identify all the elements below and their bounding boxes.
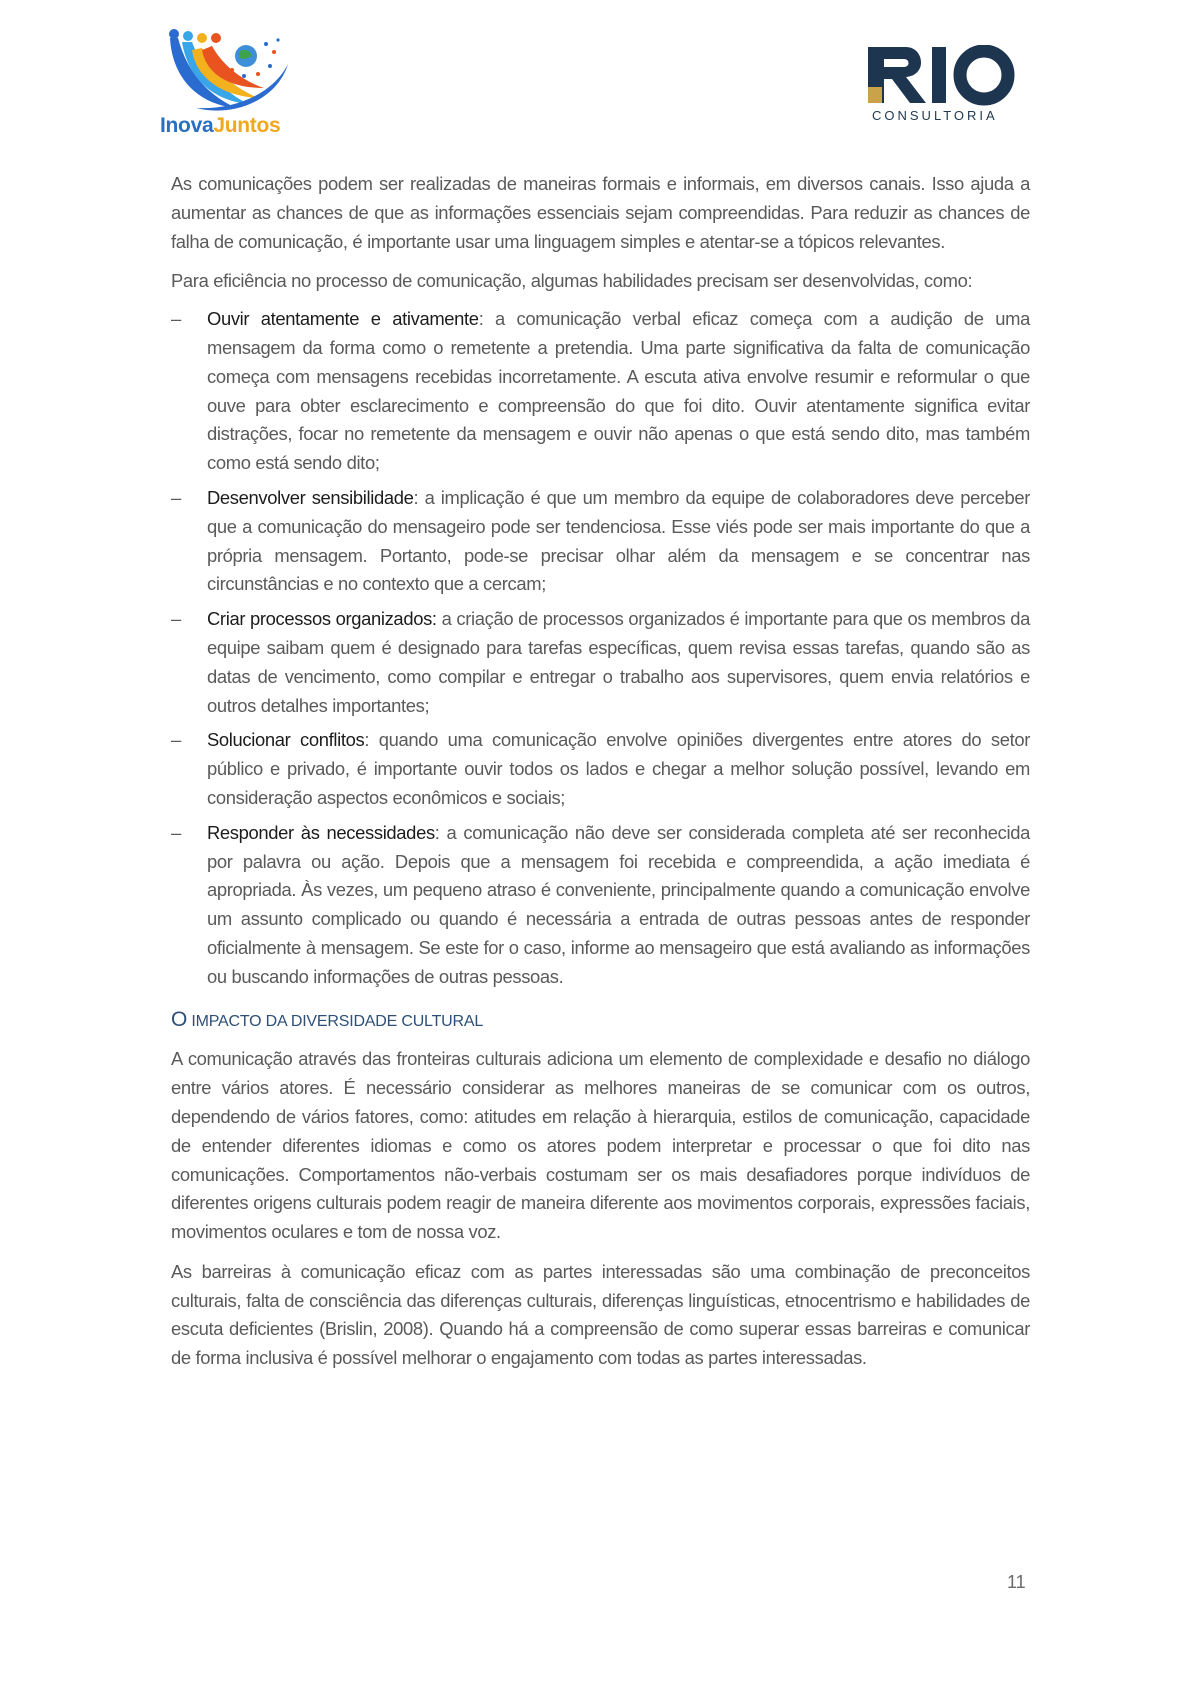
paragraph: As comunicações podem ser realizadas de maneiras formais e informais, em diversos canais. Isso ajuda a aumentar as chances de que as informações essenciais sejam compreendidas. Para reduzir as chances de falha de comunicação, é importante usar uma linguagem simples e atentar-se a tópicos relevantes. xyxy=(171,173,1030,252)
list-item-text: : a implicação é que um membro da equipe de colaboradores deve perceber que a comunicação do mensageiro pode ser tendenciosa. Esse viés pode ser mais importante do que a própria mensagem. Portanto, pode-se precisar olhar além da mensagem e se concentrar nas circunstâncias e no contexto que a cercam; xyxy=(207,486,1030,595)
page-number: 11 xyxy=(1007,1572,1026,1592)
heading-rest: IMPACTO DA DIVERSIDADE CULTURAL xyxy=(187,1012,484,1030)
list-item xyxy=(171,726,1030,812)
list-item-term: Desenvolver sensibilidade xyxy=(207,486,414,508)
dash-bullet: – xyxy=(171,821,181,843)
skills-list xyxy=(171,305,1030,991)
list-item-term: Ouvir atentamente e ativamente xyxy=(207,308,479,330)
inovajuntos-emblem-icon xyxy=(166,26,294,116)
list-item-term: Responder às necessidades xyxy=(207,821,435,843)
paragraph: As barreiras à comunicação eficaz com as partes interessadas são uma combinação de preconceitos culturais, falta de consciência das diferenças culturais, diferenças linguísticas, etnocentrismo e habilidades de escuta deficientes (Brislin, 2008). Quando há a compreensão de como superar essas barreiras e comunicar de forma inclusiva é possível melhorar o engajamento com todas as partes interessadas. xyxy=(171,1260,1030,1369)
list-item xyxy=(171,605,1030,720)
r10-mark-icon xyxy=(866,45,1016,107)
inovajuntos-wordmark xyxy=(160,114,280,138)
list-item-text: a criação de processos organizados é importante para que os membros da equipe saibam quem é designado para tarefas específicas, quem revisa essas tarefas, quando são as datas de vencimento, como compilar e entregar o trabalho aos supervisores, quem envia relatórios e outros detalhes importantes; xyxy=(207,608,1030,716)
list-item-text: : a comunicação verbal eficaz começa com a audição de uma mensagem da forma como o remetente a pretendia. Uma parte significativa da falta de comunicação começa com mensagens recebidas incorretamente. A escuta ativa envolve resumir e reformular o que ouve para obter esclarecimento e compreensão do que foi dito. Ouvir atentamente significa evitar distrações, focar no remetente da mensagem e ouvir não apenas o que está sendo dito, mas também como está sendo dito; xyxy=(207,308,1030,474)
list-item-term: Solucionar conflitos xyxy=(207,729,365,751)
list-item xyxy=(171,819,1030,992)
section-heading xyxy=(171,1006,1030,1037)
paragraph: Para eficiência no processo de comunicação, algumas habilidades precisam ser desenvolvidas, como: xyxy=(171,270,973,292)
paragraph: A comunicação através das fronteiras culturais adiciona um elemento de complexidade e desafio no diálogo entre vários atores. É necessário considerar as melhores maneiras de se comunicar com os outros, dependendo de vários fatores, como: atitudes em relação à hierarquia, estilos de comunicação, capacidade de entender diferentes idiomas e como os atores podem interpretar e processar o que foi dito nas comunicações. Comportamentos não-verbais costumam ser os mais desafiadores porque indivíduos de diferentes origens culturais podem reagir de maneira diferente aos movimentos corporais, expressões faciais, movimentos oculares e tom de nossa voz. xyxy=(171,1048,1030,1243)
r10-subtitle: CONSULTORIA xyxy=(872,108,998,123)
wordmark-part-inova: Inova xyxy=(160,114,214,137)
dash-bullet: – xyxy=(171,608,181,630)
dash-bullet: – xyxy=(171,729,181,751)
list-item-term: Criar processos organizados: xyxy=(207,608,437,630)
dash-bullet: – xyxy=(171,486,181,508)
list-item-text: : a comunicação não deve ser considerada completa até ser reconhecida por palavra ou ação. Depois que a mensagem foi recebida e compreendida, a ação imediata é apropriada. Às vezes, um pequeno atraso é conveniente, principalmente quando a comunicação envolve um assunto complicado ou quando é necessária a entrada de outras pessoas antes de responder oficialmente à mensagem. Se este for o caso, informe ao mensageiro que está avaliando as informações ou buscando informações de outras pessoas. xyxy=(207,821,1030,987)
list-item xyxy=(171,484,1030,599)
heading-first-letter: O xyxy=(171,1007,188,1031)
dash-bullet: – xyxy=(171,308,181,330)
document-body xyxy=(171,170,1030,1373)
inovajuntos-logo xyxy=(160,26,300,141)
wordmark-part-juntos: Juntos xyxy=(213,114,281,137)
r10-consultoria-logo xyxy=(866,45,1018,130)
list-item xyxy=(171,305,1030,478)
list-item-text: : quando uma comunicação envolve opiniões divergentes entre atores do setor público e privado, é importante ouvir todos os lados e chegar a melhor solução possível, levando em consideração aspectos econômicos e sociais; xyxy=(207,729,1030,808)
